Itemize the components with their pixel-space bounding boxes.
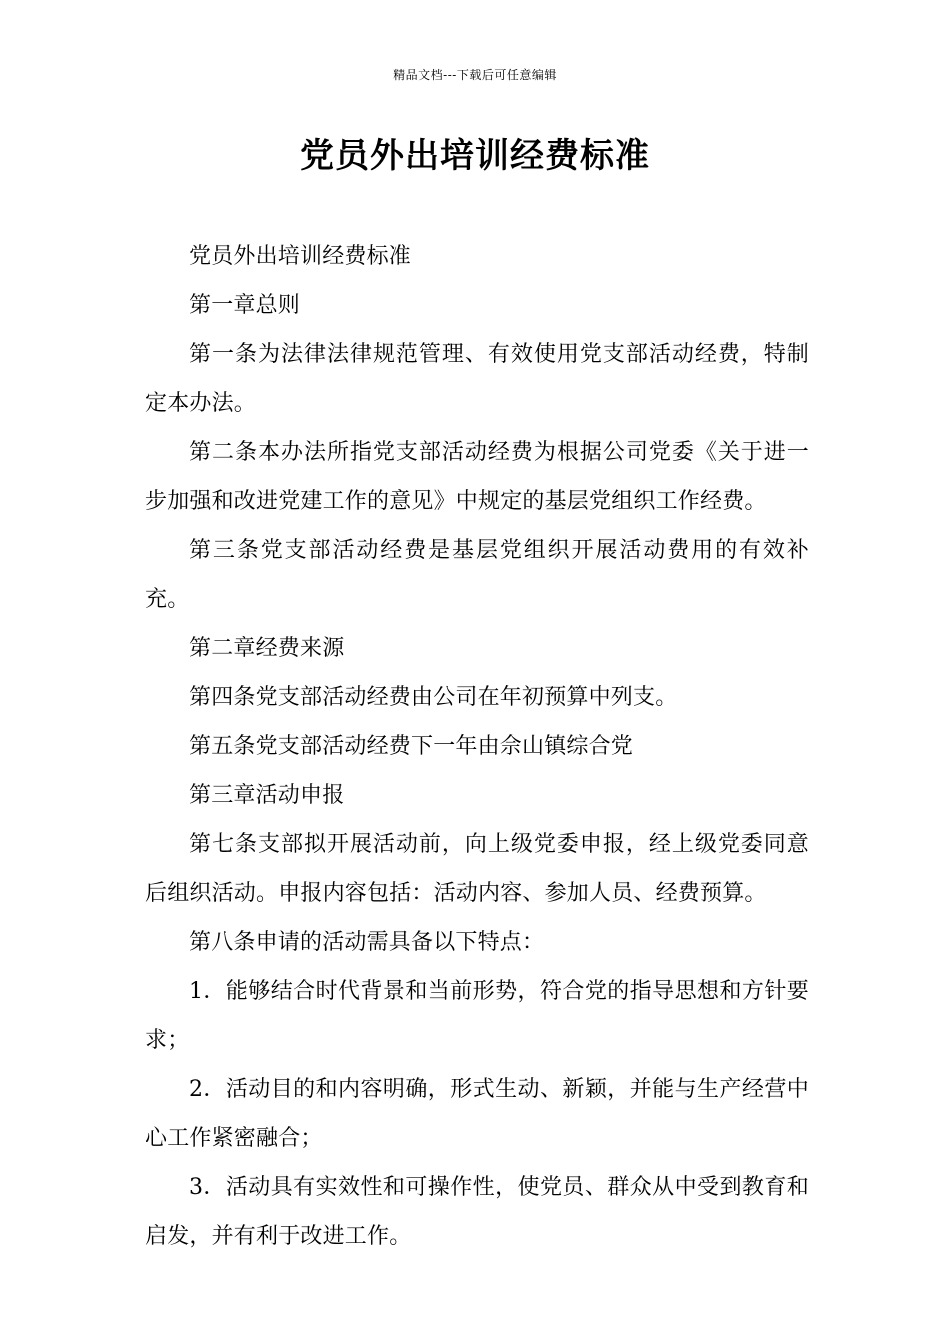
paragraph-article-8: 第八条申请的活动需具备以下特点： (189, 930, 545, 955)
paragraph-chapter-2: 第二章经费来源 (189, 636, 345, 661)
paragraph-item-3: 3．活动具有实效性和可操作性，使党员、群众从中受到教育和启发，并有利于改进工作。 (145, 1175, 809, 1249)
header-note: 精品文档---下载后可任意编辑 (393, 68, 557, 82)
paragraph-article-5: 第五条党支部活动经费下一年由佘山镇综合党 (189, 734, 634, 759)
document-body (145, 232, 809, 1261)
paragraph-subtitle: 党员外出培训经费标准 (189, 244, 412, 269)
paragraph-article-4: 第四条党支部活动经费由公司在年初预算中列支。 (189, 685, 678, 710)
document-title: 党员外出培训经费标准 (300, 136, 650, 176)
paragraph-chapter-3: 第三章活动申报 (189, 783, 345, 808)
paragraph-article-2: 第二条本办法所指党支部活动经费为根据公司党委《关于进一步加强和改进党建工作的意见》中规定的基层党组织工作经费。 (145, 440, 809, 514)
paragraph-article-1: 第一条为法律法律规范管理、有效使用党支部活动经费，特制定本办法。 (145, 342, 809, 416)
paragraph-item-1: 1．能够结合时代背景和当前形势，符合党的指导思想和方针要求； (145, 979, 809, 1053)
paragraph-item-2: 2．活动目的和内容明确，形式生动、新颖，并能与生产经营中心工作紧密融合； (145, 1077, 809, 1151)
paragraph-article-3: 第三条党支部活动经费是基层党组织开展活动费用的有效补充。 (145, 538, 809, 612)
paragraph-article-7: 第七条支部拟开展活动前，向上级党委申报，经上级党委同意后组织活动。申报内容包括：活动内容、参加人员、经费预算。 (145, 832, 809, 906)
paragraph-chapter-1: 第一章总则 (189, 293, 301, 318)
